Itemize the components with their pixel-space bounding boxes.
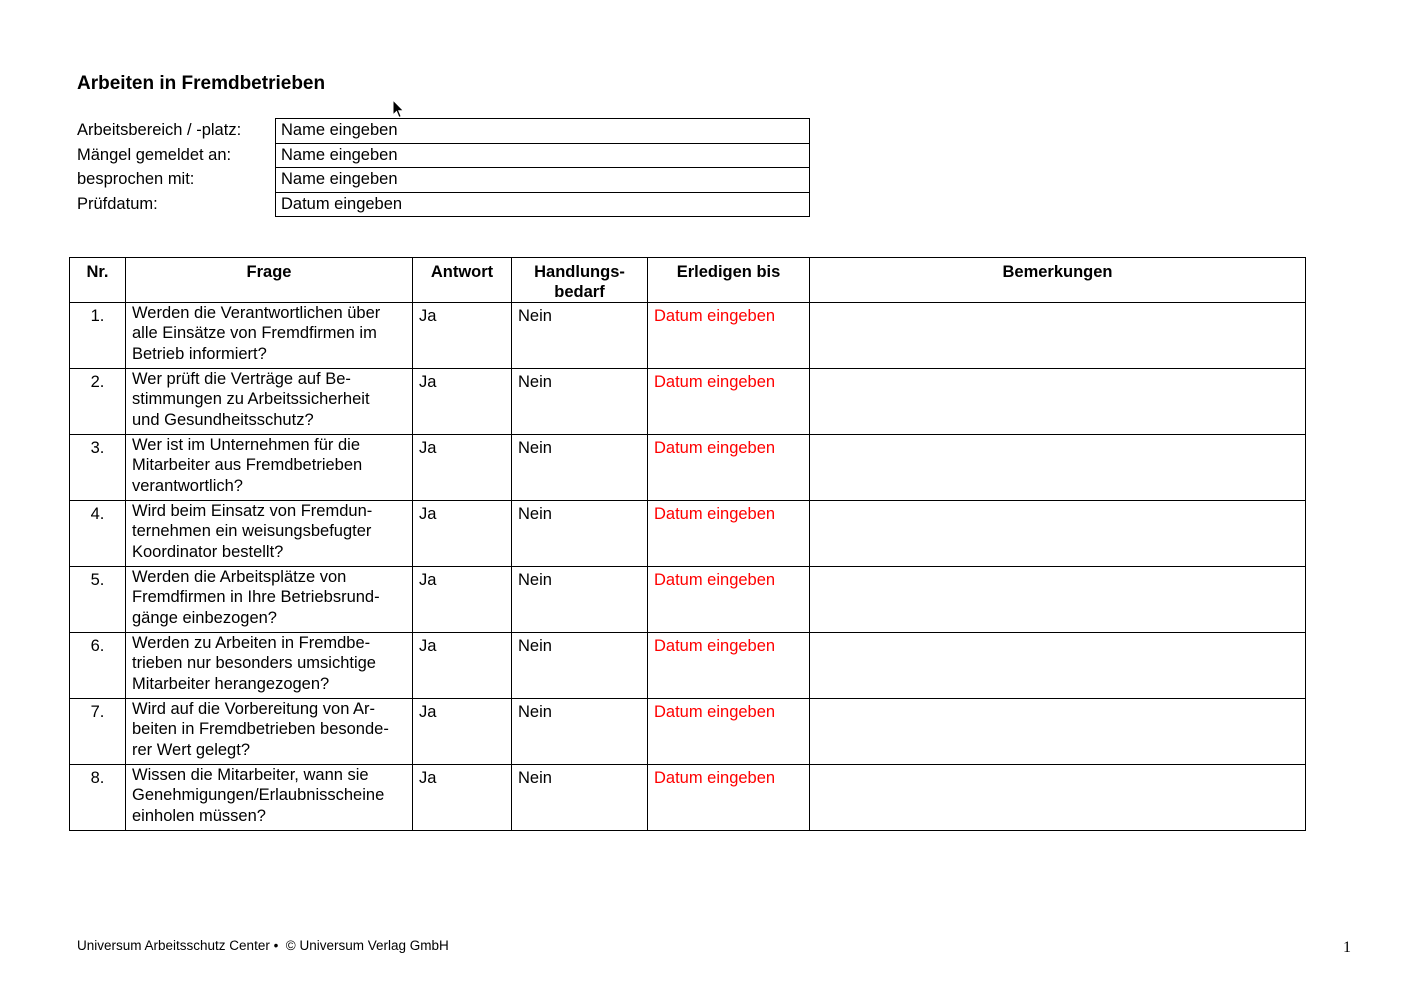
remarks-field[interactable] — [810, 369, 1306, 435]
form-label-besprochen: besprochen mit: — [77, 170, 195, 188]
answer-option[interactable]: Ja — [413, 633, 512, 699]
due-date-field[interactable]: Datum eingeben — [648, 369, 810, 435]
answer-option[interactable]: Ja — [413, 567, 512, 633]
header-erledigen-bis: Erledigen bis — [648, 258, 810, 303]
table-row — [70, 699, 1306, 765]
row-number: 7. — [70, 699, 126, 765]
remarks-field[interactable] — [810, 699, 1306, 765]
remarks-field[interactable] — [810, 435, 1306, 501]
header-handlungsbedarf: Handlungs- bedarf — [512, 258, 648, 303]
due-date-field[interactable]: Datum eingeben — [648, 765, 810, 831]
answer-option[interactable]: Ja — [413, 699, 512, 765]
arbeitsbereich-field[interactable]: Name eingeben — [276, 119, 809, 144]
besprochen-mit-field[interactable]: Name eingeben — [276, 168, 809, 193]
table-row — [70, 765, 1306, 831]
question-text: Wer ist im Unternehmen für die Mitarbeiter aus Fremdbetrieben verantwortlich? — [126, 435, 413, 501]
page-number: 1 — [1343, 939, 1351, 956]
due-date-field[interactable]: Datum eingeben — [648, 501, 810, 567]
action-needed-option[interactable]: Nein — [512, 303, 648, 369]
question-text: Wird beim Einsatz von Fremdun- ternehmen ein weisungsbefugter Koordinator bestellt? — [126, 501, 413, 567]
footer-copyright: Universum Arbeitsschutz Center • © Universum Verlag GmbH — [77, 938, 449, 953]
action-needed-option[interactable]: Nein — [512, 699, 648, 765]
table-row — [70, 501, 1306, 567]
table-row — [70, 633, 1306, 699]
table-row — [70, 435, 1306, 501]
answer-option[interactable]: Ja — [413, 303, 512, 369]
remarks-field[interactable] — [810, 567, 1306, 633]
mouse-pointer-icon — [392, 99, 406, 119]
checklist-table — [69, 257, 1306, 831]
header-bemerkungen: Bemerkungen — [810, 258, 1306, 303]
form-label-pruefdatum: Prüfdatum: — [77, 194, 158, 213]
table-row — [70, 369, 1306, 435]
row-number: 5. — [70, 567, 126, 633]
pruefdatum-field[interactable]: Datum eingeben — [281, 194, 403, 213]
question-text: Werden zu Arbeiten in Fremdbe- trieben nur besonders umsichtige Mitarbeiter herangezogen? — [126, 633, 413, 699]
header-frage: Frage — [126, 258, 413, 303]
form-label-arbeitsbereich: Arbeitsbereich / -platz: — [77, 121, 242, 139]
remarks-field[interactable] — [810, 303, 1306, 369]
row-number: 8. — [70, 765, 126, 831]
row-number: 2. — [70, 369, 126, 435]
row-number: 1. — [70, 303, 126, 369]
header-nr: Nr. — [70, 258, 126, 303]
action-needed-option[interactable]: Nein — [512, 369, 648, 435]
due-date-field[interactable]: Datum eingeben — [648, 699, 810, 765]
due-date-field[interactable]: Datum eingeben — [648, 435, 810, 501]
table-header-row — [70, 258, 1306, 303]
action-needed-option[interactable]: Nein — [512, 435, 648, 501]
due-date-field[interactable]: Datum eingeben — [648, 303, 810, 369]
question-text: Wird auf die Vorbereitung von Ar- beiten in Fremdbetrieben besonde- rer Wert gelegt? — [126, 699, 413, 765]
answer-option[interactable]: Ja — [413, 435, 512, 501]
action-needed-option[interactable]: Nein — [512, 633, 648, 699]
action-needed-option[interactable]: Nein — [512, 765, 648, 831]
question-text: Werden die Verantwortlichen über alle Einsätze von Fremdfirmen im Betrieb informiert? — [126, 303, 413, 369]
action-needed-option[interactable]: Nein — [512, 567, 648, 633]
table-row — [70, 303, 1306, 369]
due-date-field[interactable]: Datum eingeben — [648, 633, 810, 699]
action-needed-option[interactable]: Nein — [512, 501, 648, 567]
table-row — [70, 567, 1306, 633]
remarks-field[interactable] — [810, 501, 1306, 567]
answer-option[interactable]: Ja — [413, 369, 512, 435]
answer-option[interactable]: Ja — [413, 501, 512, 567]
form-label-maengel: Mängel gemeldet an: — [77, 145, 232, 164]
header-antwort: Antwort — [413, 258, 512, 303]
page-title: Arbeiten in Fremdbetrieben — [77, 73, 326, 94]
remarks-field[interactable] — [810, 765, 1306, 831]
due-date-field[interactable]: Datum eingeben — [648, 567, 810, 633]
question-text: Werden die Arbeitsplätze von Fremdfirmen in Ihre Betriebsrund- gänge einbezogen? — [126, 567, 413, 633]
row-number: 4. — [70, 501, 126, 567]
row-number: 3. — [70, 435, 126, 501]
answer-option[interactable]: Ja — [413, 765, 512, 831]
maengel-gemeldet-field[interactable]: Name eingeben — [276, 144, 809, 169]
question-text: Wer prüft die Verträge auf Be- stimmungen zu Arbeitssicherheit und Gesundheitsschutz? — [126, 369, 413, 435]
form-fields — [275, 118, 810, 217]
form-labels — [77, 118, 241, 216]
question-text: Wissen die Mitarbeiter, wann sie Genehmigungen/Erlaubnisscheine einholen müssen? — [126, 765, 413, 831]
remarks-field[interactable] — [810, 633, 1306, 699]
row-number: 6. — [70, 633, 126, 699]
